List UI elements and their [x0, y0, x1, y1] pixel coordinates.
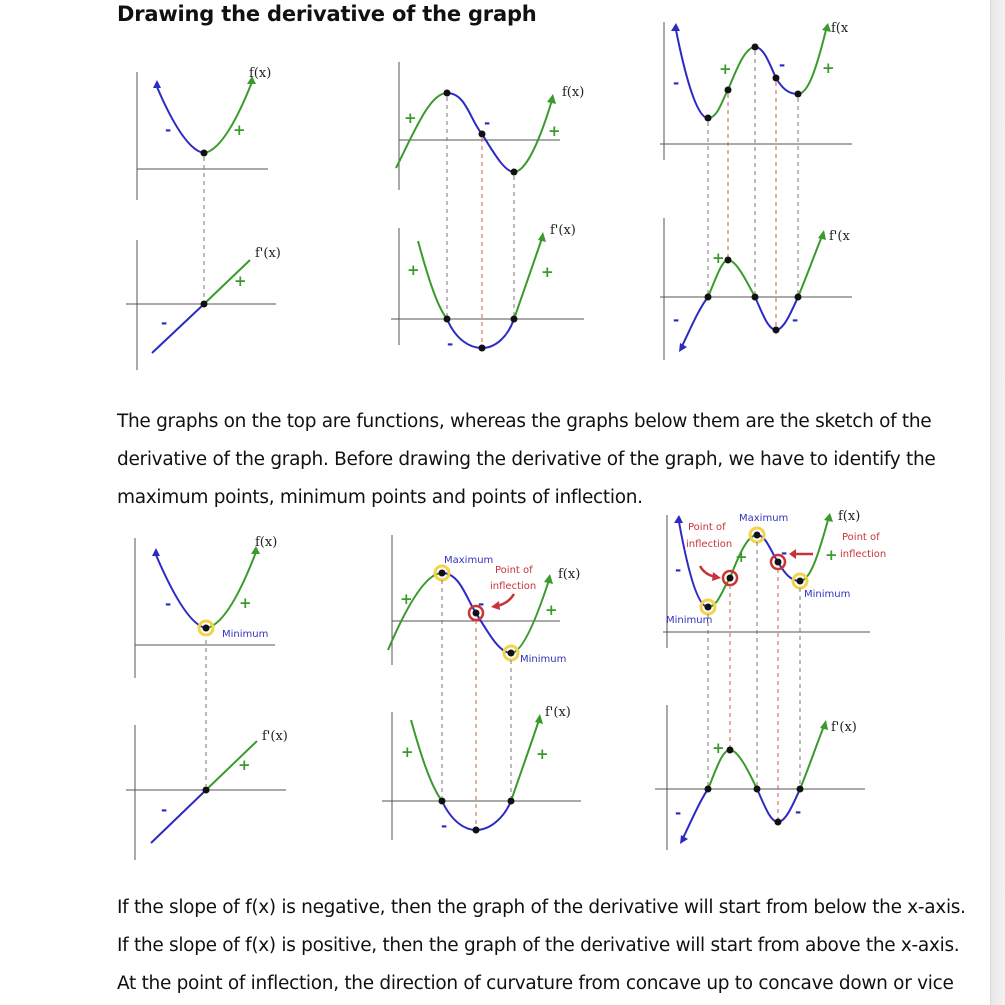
- zero-point: [203, 787, 210, 794]
- arrow-icon: [820, 720, 828, 730]
- maximum-point: [444, 90, 451, 97]
- fp-graph-3-annotated: [655, 705, 865, 850]
- maximum-point: [439, 570, 446, 577]
- plus-sign: +: [712, 249, 725, 267]
- derivative-positive: [800, 726, 824, 789]
- minimum-point: [203, 625, 210, 632]
- minimum-point: [473, 827, 480, 834]
- arrow-icon: [152, 548, 160, 556]
- zero-point: [754, 786, 761, 793]
- maximum-point: [725, 257, 732, 264]
- minus-sign: -: [673, 311, 680, 329]
- arrow-icon: [538, 232, 546, 242]
- derivative-negative: [447, 319, 514, 348]
- inflection-left-line1: Point of: [688, 522, 726, 533]
- intro-paragraph: [117, 403, 936, 517]
- arrow-icon: [535, 714, 543, 724]
- plus-sign: +: [239, 594, 252, 612]
- minimum-point: [797, 578, 804, 585]
- minus-sign: -: [441, 817, 448, 835]
- minus-sign: -: [161, 314, 168, 332]
- minimum-point: [773, 327, 780, 334]
- paragraph-line: If the slope of f(x) is negative, then the graph of the derivative will start from below the x-axis.: [117, 897, 966, 918]
- increasing-curve: [708, 47, 755, 118]
- plus-sign: +: [233, 121, 246, 139]
- zero-point: [705, 294, 712, 301]
- arrow-icon: [822, 23, 831, 32]
- minimum-label: Minimum: [520, 654, 567, 665]
- minimum-label: Minimum: [804, 589, 851, 600]
- decreasing-curve: [676, 30, 708, 118]
- inflection-point: [725, 87, 732, 94]
- arrow-icon: [153, 80, 161, 88]
- fp-label: f'(x): [831, 720, 857, 735]
- zero-point: [797, 786, 804, 793]
- plus-sign: +: [712, 739, 725, 757]
- minus-sign: -: [161, 801, 168, 819]
- maximum-point: [727, 747, 734, 754]
- inflection-left-line2: inflection: [686, 539, 733, 550]
- derivative-positive: [411, 720, 442, 801]
- decreasing-curve: [156, 555, 206, 628]
- zero-point: [439, 798, 446, 805]
- f-graph-1: [137, 66, 271, 200]
- fp-label: f'(x): [255, 246, 281, 261]
- derivative-negative: [683, 789, 708, 838]
- arrowhead-icon: [789, 549, 796, 559]
- minus-sign: -: [779, 56, 786, 74]
- zero-point: [511, 316, 518, 323]
- maximum-label: Maximum: [739, 513, 789, 524]
- decreasing-curve: [157, 87, 204, 153]
- increasing-curve: [800, 520, 828, 581]
- inflection-label-line1: Point of: [495, 565, 533, 576]
- increasing-curve: [388, 573, 442, 650]
- plus-sign: +: [536, 745, 549, 763]
- minus-sign: -: [478, 595, 485, 613]
- f-label: f(x): [562, 85, 585, 100]
- derivative-negative: [151, 790, 206, 843]
- derivative-positive: [418, 241, 447, 319]
- fp-label: f'(x: [829, 229, 850, 244]
- fp-graph-1: [126, 240, 281, 370]
- arrow-icon: [547, 94, 556, 104]
- minus-sign: -: [165, 121, 172, 139]
- minimum-label: Minimum: [222, 629, 269, 640]
- plus-sign: +: [541, 263, 554, 281]
- plus-sign: +: [735, 548, 748, 566]
- plus-sign: +: [825, 546, 838, 564]
- minus-sign: -: [675, 804, 682, 822]
- f-graph-3: [660, 21, 852, 160]
- minimum-point: [705, 604, 712, 611]
- derivative-negative: [152, 304, 204, 353]
- f-graph-2: [396, 62, 584, 190]
- inflection-right-line2: inflection: [840, 549, 887, 560]
- f-label: f(x: [831, 21, 849, 36]
- zero-point: [752, 294, 759, 301]
- increasing-curve: [206, 552, 256, 628]
- page-edge: [990, 0, 1005, 1005]
- f-label: f(x): [558, 567, 581, 582]
- increasing-curve: [514, 100, 552, 172]
- plus-sign: +: [401, 743, 414, 761]
- derivative-positive: [511, 720, 539, 801]
- inflection-right-line1: Point of: [842, 532, 880, 543]
- paragraph-line: derivative of the graph. Before drawing the derivative of the graph, we have to identify the: [117, 449, 936, 470]
- f-graph-2-annotated: [388, 535, 580, 665]
- zero-point: [508, 798, 515, 805]
- plus-sign: +: [400, 590, 413, 608]
- inflection-label-line2: inflection: [490, 581, 537, 592]
- paragraph-line: maximum points, minimum points and points of inflection.: [117, 487, 643, 508]
- paragraph-line: The graphs on the top are functions, whereas the graphs below them are the sketch of the: [117, 411, 932, 432]
- minus-sign: -: [781, 544, 788, 562]
- minus-sign: -: [484, 114, 491, 132]
- f-graph-3-annotated: [663, 509, 886, 648]
- arrow-icon: [671, 23, 680, 31]
- arrowhead-icon: [491, 601, 500, 610]
- fp-graph-2-annotated: [382, 705, 581, 840]
- minus-sign: -: [795, 803, 802, 821]
- derivative-positive: [798, 236, 822, 297]
- minimum-label: Minimum: [666, 615, 713, 626]
- fp-label: f'(x): [550, 223, 576, 238]
- f-label: f(x): [838, 509, 861, 524]
- minimum-point: [705, 115, 712, 122]
- plus-sign: +: [234, 272, 247, 290]
- fp-label: f'(x): [545, 705, 571, 720]
- fp-label: f'(x): [262, 729, 288, 744]
- minimum-point: [508, 650, 515, 657]
- derivative-positive: [514, 238, 542, 319]
- minus-sign: -: [792, 311, 799, 329]
- minimum-point: [201, 150, 208, 157]
- derivative-negative: [682, 297, 708, 346]
- f-label: f(x): [255, 535, 278, 550]
- increasing-curve: [396, 93, 447, 168]
- fp-graph-1-annotated: [126, 725, 288, 860]
- plus-sign: +: [822, 59, 835, 77]
- decreasing-curve: [679, 522, 708, 607]
- plus-sign: +: [545, 601, 558, 619]
- paragraph-line: If the slope of f(x) is positive, then the graph of the derivative will start from above the x-axis.: [117, 935, 960, 956]
- arrow-icon: [818, 230, 826, 240]
- minus-sign: -: [447, 335, 454, 353]
- increasing-curve: [204, 82, 252, 153]
- fp-graph-3: [660, 218, 852, 360]
- minimum-point: [775, 819, 782, 826]
- minimum-point: [795, 91, 802, 98]
- maximum-point: [754, 532, 761, 539]
- maximum-point: [752, 44, 759, 51]
- arrow-icon: [544, 574, 553, 584]
- zero-point: [201, 301, 208, 308]
- decreasing-curve: [757, 535, 800, 581]
- minimum-point: [511, 169, 518, 176]
- fp-graph-2: [391, 223, 584, 353]
- paragraph-line: At the point of inflection, the direction of curvature from concave up to concave down or vice: [117, 973, 954, 994]
- minus-sign: -: [675, 561, 682, 579]
- minus-sign: -: [673, 74, 680, 92]
- plus-sign: +: [238, 756, 251, 774]
- arrowhead-icon: [712, 572, 721, 581]
- zero-point: [705, 786, 712, 793]
- plus-sign: +: [407, 261, 420, 279]
- f-label: f(x): [249, 66, 272, 81]
- plus-sign: +: [404, 109, 417, 127]
- inflection-point: [773, 75, 780, 82]
- plus-sign: +: [719, 60, 732, 78]
- decreasing-curve: [755, 47, 798, 94]
- zero-point: [444, 316, 451, 323]
- explanation-paragraph: [117, 889, 966, 1003]
- page-title: Drawing the derivative of the graph: [117, 2, 537, 26]
- maximum-label: Maximum: [444, 555, 494, 566]
- minimum-point: [479, 345, 486, 352]
- inflection-point: [727, 575, 734, 582]
- minus-sign: -: [165, 595, 172, 613]
- plus-sign: +: [548, 122, 561, 140]
- zero-point: [795, 294, 802, 301]
